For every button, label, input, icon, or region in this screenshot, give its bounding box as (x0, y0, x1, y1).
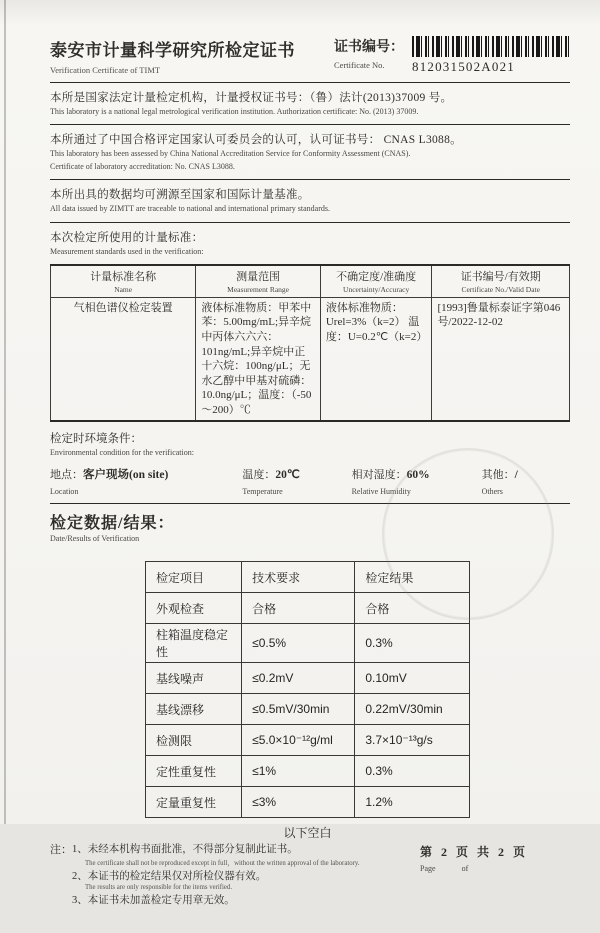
barcode-image (412, 36, 570, 57)
result-value: 3.7×10⁻¹³g/s (355, 725, 470, 756)
result-value: 0.22mV/30min (355, 694, 470, 725)
uncertainty-cell: 液体标准物质：Urel=3%（k=2） 温度：U=0.2℃（k=2） (320, 297, 432, 421)
page-label: Page (420, 864, 436, 874)
result-item: 定量重复性 (146, 787, 242, 818)
humidity-label-en: Relative Humidity (351, 487, 411, 497)
table-row (146, 787, 470, 818)
statement-zh: 本次检定所使用的计量标准： (50, 231, 204, 244)
statement-accreditation (50, 131, 570, 172)
results-header-result: 检定结果 (355, 562, 470, 593)
column-header-range: 测量范围 Measurement Range (196, 265, 321, 298)
certificate-validity-cell: [1993]鲁量标泰证字第046号/2022-12-02 (432, 297, 570, 421)
of-label: of (461, 864, 469, 874)
column-header-name: 计量标准名称 Name (51, 265, 196, 298)
table-row (146, 593, 470, 624)
statement-en: This laboratory has been assessed by China National Accreditation Service for Conformity Assessment (CNAS). (50, 149, 411, 159)
note-zh: 2、本证书的检定结果仅对所检仪器有效。 (72, 871, 267, 883)
results-heading (50, 510, 570, 543)
others-value: / (514, 469, 518, 482)
location-value: 客户现场(on site) (83, 469, 169, 482)
temperature-value: 20℃ (275, 469, 300, 482)
note-en: The results are only responsible for the items verified. (85, 884, 233, 892)
statement-en: This laboratory is a national legal metrological verification institution. Authorization certificate: No. (2013) 37009. (50, 107, 419, 116)
page-title: 泰安市计量科学研究所检定证书 (50, 41, 295, 60)
result-item: 外观检查 (146, 593, 242, 624)
statement-traceability (50, 186, 570, 214)
others-label: 其他： (481, 469, 515, 482)
environment-heading-zh: 检定时环境条件： (50, 433, 142, 446)
environment-others (482, 466, 570, 496)
results-header-requirement: 技术要求 (242, 562, 355, 593)
divider (50, 503, 570, 504)
statement-en: Certificate of laboratory accreditation: No. CNAS L3088. (50, 161, 235, 171)
result-item: 基线漂移 (146, 694, 242, 725)
divider (50, 179, 570, 180)
note-item (72, 868, 360, 891)
result-value: 0.10mV (355, 663, 470, 694)
certificate-number-label-en: Certificate No. (334, 60, 385, 70)
results-table-block (145, 561, 470, 841)
column-header-certificate: 证书编号/有效期 Certificate No./Valid Date (432, 265, 570, 298)
others-label-en: Others (481, 487, 503, 497)
measurement-range-cell: 液体标准物质：甲苯中苯：5.00mg/mL;异辛烷中丙体六六六：101ng/mL;异辛烷中正十六烷：100ng/μL；无水乙醇中甲基对硫磷：10.0ng/μL；温度：（-50～200）℃ (196, 297, 321, 421)
note-en: The certificate shall not be reproduced except in full，without the written approval of the laboratory. (85, 860, 360, 868)
table-header-row (146, 562, 470, 593)
footer (50, 841, 570, 933)
statement-zh: 本所出具的数据均可溯源至国家和国际计量基准。 (50, 189, 310, 202)
statement-authorization (50, 89, 570, 117)
results-heading-en: Date/Results of Verification (50, 534, 140, 544)
environment-values-row (50, 466, 570, 496)
environment-heading-en: Environmental condition for the verification: (50, 448, 194, 458)
location-label: 地点： (50, 469, 83, 482)
environment-location (50, 466, 242, 496)
location-label-en: Location (50, 487, 79, 497)
environment-temperature (242, 466, 351, 496)
result-requirement: ≤3% (242, 787, 355, 818)
divider (50, 222, 570, 223)
footer-notes (50, 841, 420, 907)
title-block (50, 36, 295, 75)
humidity-value: 60% (406, 469, 430, 482)
notes-list (72, 841, 360, 907)
results-header-item: 检定项目 (146, 562, 242, 593)
result-value: 0.3% (355, 756, 470, 787)
barcode-block (412, 36, 570, 75)
result-requirement: ≤5.0×10⁻¹²g/ml (242, 725, 355, 756)
note-zh: 1、未经本机构书面批准，不得部分复制此证书。 (72, 844, 298, 856)
divider (50, 124, 570, 125)
result-value: 0.3% (355, 624, 470, 663)
certificate-number-labels (334, 36, 404, 70)
result-value: 合格 (355, 593, 470, 624)
result-item: 检测限 (146, 725, 242, 756)
result-item: 基线噪声 (146, 663, 242, 694)
table-header-row (51, 265, 570, 298)
result-requirement: 合格 (242, 593, 355, 624)
below-blank-text: 以下空白 (283, 826, 332, 841)
table-row (51, 297, 570, 421)
note-item (72, 841, 360, 867)
temperature-label: 温度： (242, 469, 276, 482)
result-item: 柱箱温度稳定性 (146, 624, 242, 663)
result-item: 定性重复性 (146, 756, 242, 787)
note-item (72, 892, 360, 907)
environment-heading (50, 430, 570, 457)
table-row (146, 694, 470, 725)
notes-label: 注： (50, 844, 72, 857)
table-row (146, 624, 470, 663)
standard-name-cell: 气相色谱仪检定装置 (51, 297, 196, 421)
column-header-uncertainty: 不确定度/准确度 Uncertainty/Accuracy (320, 265, 432, 298)
result-requirement: ≤1% (242, 756, 355, 787)
result-requirement: ≤0.5mV/30min (242, 694, 355, 725)
statement-en: All data issued by ZIMTT are traceable to national and international primary standards. (50, 204, 330, 214)
result-requirement: ≤0.2mV (242, 663, 355, 694)
environment-humidity (352, 466, 482, 496)
certificate-header (50, 36, 570, 75)
table-row (146, 725, 470, 756)
divider (50, 82, 570, 83)
results-heading-zh: 检定数据/结果： (50, 515, 175, 533)
note-zh: 3、本证书未加盖检定专用章无效。 (72, 895, 235, 907)
table-row (146, 663, 470, 694)
result-value: 1.2% (355, 787, 470, 818)
temperature-label-en: Temperature (242, 487, 283, 497)
table-row (146, 756, 470, 787)
result-requirement: ≤0.5% (242, 624, 355, 663)
certificate-number-block (334, 36, 570, 75)
page-title-en: Verification Certificate of TIMT (50, 65, 161, 75)
humidity-label: 相对湿度： (351, 469, 407, 482)
certificate-number-label: 证书编号： (334, 40, 404, 55)
statement-standards-used (50, 229, 570, 257)
page-number-block (420, 841, 570, 873)
page-number-zh: 第 2 页 共 2 页 (420, 845, 529, 860)
statement-zh: 本所是国家法定计量检定机构，计量授权证书号：（鲁）法计(2013)37009 号。 (50, 92, 453, 104)
measurement-standards-table (50, 264, 570, 422)
results-table (145, 561, 470, 818)
certificate-number-value: 812031502A021 (412, 59, 515, 74)
statement-zh: 本所通过了中国合格评定国家认可委员会的认可，认可证书号： CNAS L3088。 (50, 134, 462, 147)
statement-en: Measurement standards used in the verification: (50, 246, 204, 256)
